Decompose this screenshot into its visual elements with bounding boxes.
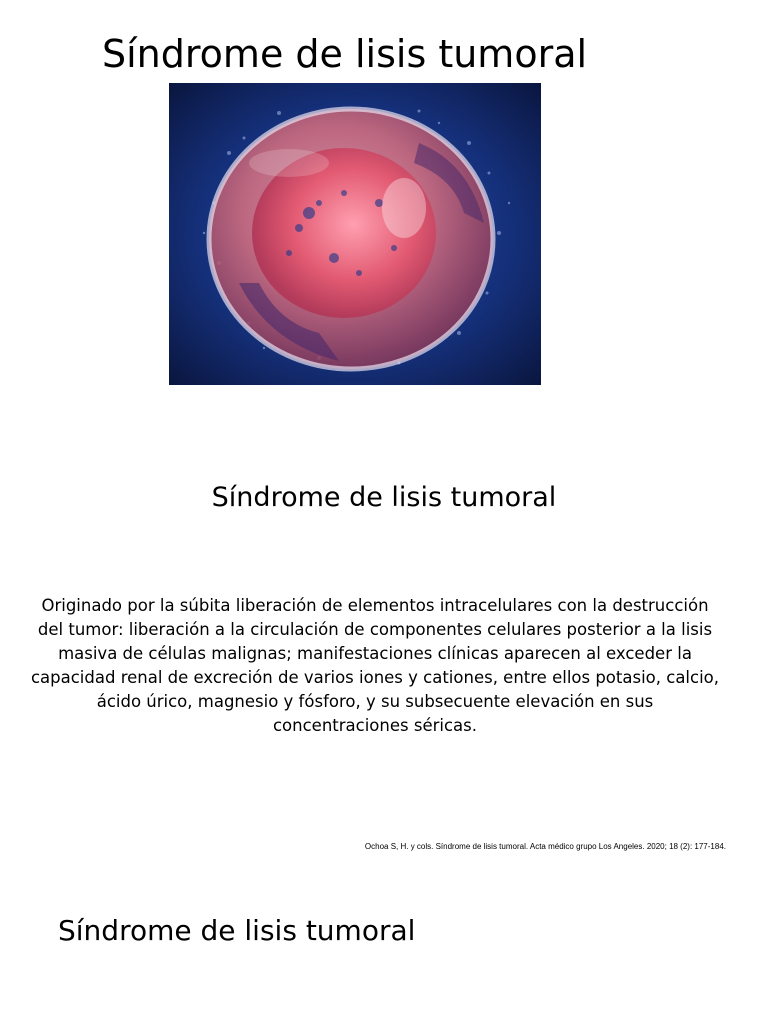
slide-1-title: Síndrome de lisis tumoral: [102, 32, 588, 76]
slide-3-title: Síndrome de lisis tumoral: [58, 914, 416, 947]
slide-2-citation: Ochoa S, H. y cols. Síndrome de lisis tumoral. Acta médico grupo Los Angeles. 2020; 18 (2): 177-184.: [364, 842, 726, 851]
slide-2-title: Síndrome de lisis tumoral: [211, 482, 557, 513]
tumor-cell-image: [169, 83, 541, 385]
slide-2-body: Originado por la súbita liberación de elementos intracelulares con la destrucción del tumor: liberación a la circulación de componentes celulares posterior a la lisis masiva de células malignas; manifestaciones clínicas aparecen al exceder la capacidad renal de excreción de varios iones y cationes, entre ellos potasio, calcio, ácido úrico, magnesio y fósforo, y su subsecuente elevación en sus concentraciones séricas.: [30, 596, 720, 735]
